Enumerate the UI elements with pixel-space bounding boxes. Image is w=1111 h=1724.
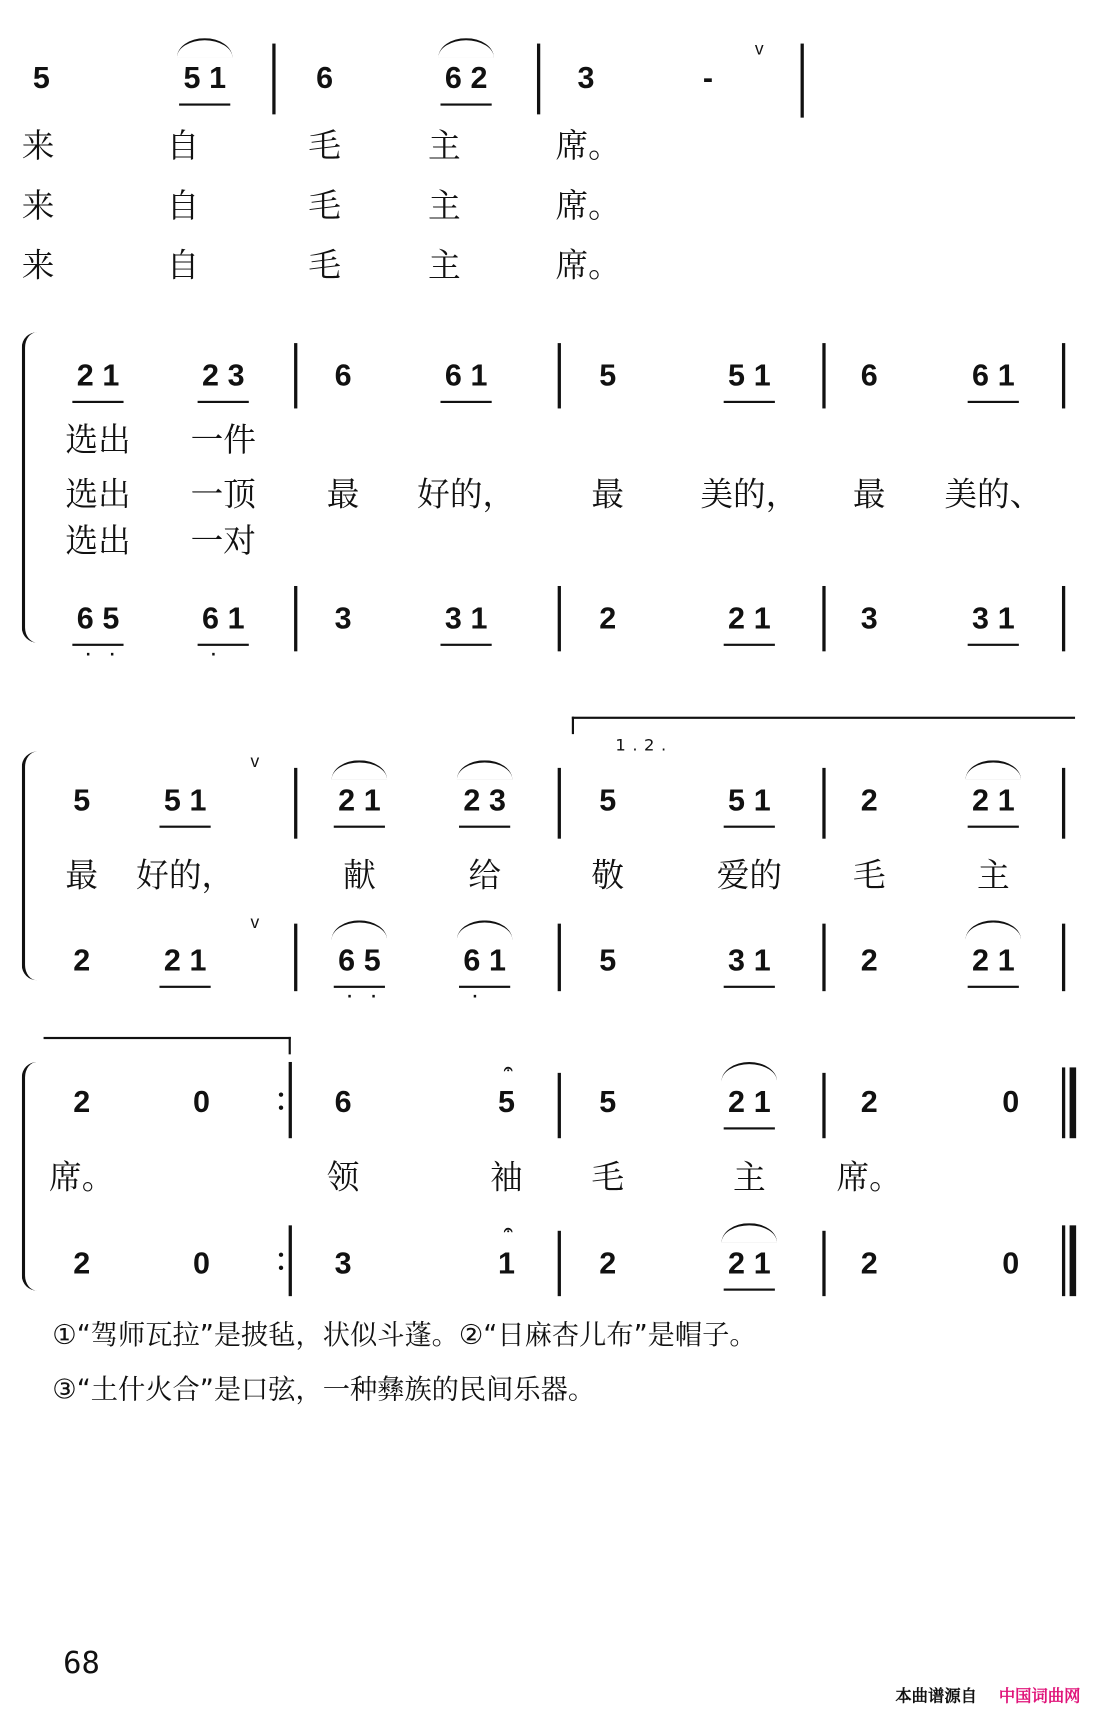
low-octave-dots: · · [347, 987, 377, 1007]
note [193, 601, 254, 665]
footnote: ③“土什火合”是口弦，一种彝族的民间乐器。 [52, 1373, 596, 1406]
underline [72, 644, 123, 646]
lyric-syllable: 一对 [190, 522, 256, 561]
lyric-syllable: 最 [852, 475, 886, 515]
note [963, 602, 1023, 635]
barline [801, 44, 804, 118]
note [155, 944, 215, 977]
note [193, 359, 253, 392]
barline [1062, 1067, 1065, 1138]
note-digits: 0 [193, 1246, 219, 1280]
note [68, 359, 128, 392]
note [719, 1086, 779, 1119]
system-brace [22, 752, 41, 981]
note-digits: 5 [599, 783, 625, 817]
note-digits: 0 [193, 1084, 219, 1119]
lyric-syllable: 爱的 [716, 857, 783, 896]
note [719, 602, 779, 635]
watermark [895, 1684, 1080, 1707]
note [719, 1247, 779, 1280]
note-digits: 31 [972, 601, 1024, 636]
repeat-dots [279, 1084, 283, 1119]
note-digits: 21 [728, 1084, 780, 1119]
lyric-syllable: 最 [591, 475, 625, 515]
low-octave-dots: · [472, 987, 479, 1007]
note-digits: 5 [599, 358, 625, 393]
note [694, 62, 722, 95]
note-digits: 1 [497, 1246, 524, 1280]
system-brace [22, 1062, 41, 1291]
underline [459, 986, 510, 988]
underline [724, 1127, 775, 1129]
note-digits: 21 [728, 601, 780, 636]
note [184, 1247, 218, 1280]
note-digits: 23 [463, 783, 515, 817]
note-digits: - [702, 60, 722, 95]
note [963, 944, 1023, 977]
note-digits: 62 [444, 60, 497, 95]
note [852, 1086, 886, 1119]
barline [558, 768, 561, 839]
slur [438, 38, 494, 58]
note-digits: 21 [972, 943, 1024, 978]
barline [294, 343, 297, 408]
note-digits: 2 [599, 1246, 625, 1280]
underline [968, 826, 1019, 828]
lyric-syllable: 席。 [836, 1158, 902, 1198]
lyric-syllable: 袖 [490, 1158, 523, 1198]
underline [724, 986, 775, 988]
breath-mark: v [754, 40, 764, 59]
underline [72, 401, 123, 403]
note [64, 784, 98, 817]
lyric-syllable: 自 [166, 187, 200, 226]
note-digits: 61 [444, 358, 497, 393]
lyric-syllable: 来 [21, 187, 55, 226]
low-octave-dots: · [211, 645, 217, 665]
lyric-syllable: 主 [428, 247, 461, 286]
lyric-syllable: 主 [977, 857, 1010, 896]
lyric-syllable: 毛 [591, 1158, 625, 1198]
note-digits: 23 [201, 358, 254, 393]
lyric-syllable: 一顶 [190, 475, 256, 515]
barline [558, 343, 561, 408]
note [591, 1086, 625, 1119]
underline [440, 401, 491, 403]
slur [722, 1062, 778, 1082]
underline [459, 826, 510, 828]
underline [724, 401, 775, 403]
barline [1062, 924, 1065, 992]
note [852, 784, 886, 817]
lyric-syllable: 给 [468, 857, 502, 896]
underline [334, 986, 385, 988]
footnote: ①“驾师瓦拉”是披毡，状似斗蓬。②“日麻杏儿布”是帽子。 [52, 1319, 757, 1351]
watermark-prefix: 本曲谱源自 [895, 1686, 978, 1706]
repeat-dots [279, 1244, 283, 1279]
lyric-syllable: 毛 [308, 247, 341, 286]
note-digits: 6 [334, 358, 361, 393]
note-digits: 6 [316, 60, 342, 95]
note [852, 602, 886, 635]
lyric-syllable: 选出 [65, 475, 131, 515]
note [329, 784, 389, 817]
underline [179, 103, 230, 105]
barline [822, 343, 825, 408]
barline [1062, 343, 1065, 408]
lyric-syllable: 好的， [417, 475, 516, 515]
lyric-syllable: 一件 [190, 421, 256, 460]
note [994, 1086, 1028, 1119]
underline [198, 644, 249, 646]
lyric-syllable: 领 [326, 1158, 360, 1198]
barline [822, 586, 825, 651]
underline [440, 644, 491, 646]
lyric-syllable: 毛 [852, 857, 886, 896]
barline [822, 768, 825, 839]
barline [822, 1073, 825, 1138]
note-digits: 3 [860, 601, 887, 636]
lyric-syllable: 席。 [49, 1158, 115, 1198]
note [155, 784, 215, 817]
note [852, 359, 886, 392]
note-digits: 51 [163, 783, 216, 817]
note-digits: 21 [163, 943, 216, 978]
note [307, 62, 341, 95]
underline [159, 826, 210, 828]
note-digits: 21 [972, 783, 1024, 817]
note [591, 1247, 625, 1280]
lyric-syllable: 席。 [555, 187, 621, 226]
note [436, 359, 496, 392]
underline [724, 826, 775, 828]
note-digits: 2 [599, 601, 625, 636]
note [591, 359, 625, 392]
underline [440, 103, 491, 105]
note [591, 602, 625, 635]
underline [724, 1289, 775, 1291]
note [719, 944, 779, 977]
lyric-syllable: 敬 [591, 857, 625, 896]
note-digits: 51 [728, 358, 780, 393]
note-digits: 2 [73, 1246, 99, 1280]
barline [272, 44, 275, 115]
barline [822, 1231, 825, 1296]
fermata-icon: 𝄐 [503, 1059, 513, 1078]
barline [558, 1231, 561, 1296]
note [963, 359, 1023, 392]
note [719, 359, 779, 392]
lyric-syllable: 最 [326, 475, 360, 515]
breath-mark: v [250, 913, 260, 933]
lyric-syllable: 毛 [308, 127, 341, 166]
note-digits: 2 [73, 1084, 99, 1119]
lyric-syllable: 好的， [136, 857, 235, 896]
note [64, 1086, 98, 1119]
note [455, 784, 515, 817]
note [719, 784, 779, 817]
underline [159, 986, 210, 988]
barline [294, 586, 297, 651]
underline [198, 401, 249, 403]
underline [724, 644, 775, 646]
note-digits: 5 [32, 60, 59, 95]
barline [294, 768, 297, 839]
note [64, 944, 98, 977]
note-digits: 21 [76, 358, 129, 393]
slur [457, 920, 513, 940]
barline [822, 924, 825, 992]
note-digits: 21 [728, 1246, 780, 1280]
note-digits: 2 [860, 783, 887, 817]
slur [177, 38, 233, 58]
note [489, 1059, 524, 1119]
note [24, 62, 58, 95]
page-number: 68 [63, 1644, 100, 1681]
barline [294, 924, 297, 992]
slur [332, 920, 388, 940]
note-digits: 51 [183, 60, 235, 95]
underline [968, 401, 1019, 403]
volta-bracket [572, 717, 1075, 734]
lyric-syllable: 主 [428, 127, 461, 166]
note [326, 1086, 360, 1119]
low-octave-dots: · · [85, 645, 116, 665]
note-digits: 0 [1002, 1246, 1028, 1280]
lyric-syllable: 美的， [700, 475, 799, 515]
fermata-icon: 𝄐 [503, 1220, 513, 1239]
underline [334, 826, 385, 828]
note-digits: 2 [860, 1084, 887, 1119]
note [329, 943, 390, 1007]
note-digits: 5 [599, 943, 625, 978]
note [852, 1247, 886, 1280]
barline [558, 1073, 561, 1138]
note-digits: 5 [73, 783, 99, 817]
volta-label: 1.2. [615, 735, 673, 755]
lyric-syllable: 来 [21, 127, 55, 166]
barline [289, 1062, 292, 1138]
slur [965, 760, 1021, 780]
slur [457, 760, 513, 780]
note-digits: 61 [972, 358, 1024, 393]
note-digits: 65 [338, 943, 390, 978]
lyric-syllable: 最 [65, 857, 99, 896]
note [569, 62, 603, 95]
system-brace [22, 332, 41, 642]
note-digits: 2 [860, 943, 887, 978]
lyric-syllable: 自 [166, 247, 200, 286]
lyric-syllable: 主 [733, 1158, 766, 1198]
lyric-syllable: 选出 [65, 522, 131, 561]
note [326, 602, 360, 635]
note-digits: 6 [860, 358, 887, 393]
barline [537, 44, 540, 115]
note-digits: 5 [497, 1084, 524, 1119]
lyric-syllable: 席。 [555, 247, 621, 286]
note [326, 1247, 360, 1280]
note-digits: 3 [334, 601, 361, 636]
barline [558, 586, 561, 651]
watermark-site: 中国词曲网 [998, 1686, 1081, 1706]
final-barline [1070, 1225, 1077, 1296]
note [591, 944, 625, 977]
lyric-syllable: 席。 [555, 127, 621, 166]
note [591, 784, 625, 817]
note-digits: 0 [1002, 1084, 1028, 1119]
note [436, 602, 496, 635]
underline [968, 986, 1019, 988]
note-digits: 65 [76, 601, 129, 636]
lyric-syllable: 自 [166, 127, 200, 166]
note [852, 944, 886, 977]
note [184, 1086, 218, 1119]
lyric-syllable: 来 [21, 247, 55, 286]
volta-bracket-end [44, 1037, 291, 1054]
slur [722, 1223, 778, 1243]
note [963, 784, 1023, 817]
note [436, 62, 496, 95]
note-digits: 61 [463, 943, 515, 978]
lyric-syllable: 主 [428, 187, 461, 226]
note-digits: 31 [444, 601, 497, 636]
note [455, 943, 515, 1007]
note [68, 601, 129, 665]
barline [1062, 586, 1065, 651]
note [489, 1220, 524, 1280]
barline [289, 1225, 292, 1296]
note [64, 1247, 98, 1280]
note-digits: 6 [334, 1084, 361, 1119]
note [326, 359, 360, 392]
barline [1062, 1225, 1065, 1296]
note [994, 1247, 1028, 1280]
lyric-syllable: 美的、 [944, 475, 1043, 515]
underline [968, 644, 1019, 646]
barline [558, 924, 561, 992]
note-digits: 2 [73, 943, 99, 978]
lyric-syllable: 毛 [308, 187, 341, 226]
note [175, 62, 235, 95]
final-barline [1070, 1067, 1077, 1138]
note-digits: 21 [338, 783, 390, 817]
note-digits: 3 [334, 1246, 361, 1280]
slur [965, 920, 1021, 940]
note-digits: 31 [728, 943, 780, 978]
lyric-syllable: 选出 [65, 421, 131, 460]
note-digits: 3 [577, 60, 604, 95]
breath-mark: v [250, 752, 260, 772]
note-digits: 5 [599, 1084, 625, 1119]
lyric-syllable: 献 [343, 857, 376, 896]
slur [332, 760, 388, 780]
note-digits: 2 [860, 1246, 887, 1280]
note-digits: 61 [201, 601, 254, 636]
barline [1062, 768, 1065, 839]
note-digits: 51 [728, 783, 780, 817]
